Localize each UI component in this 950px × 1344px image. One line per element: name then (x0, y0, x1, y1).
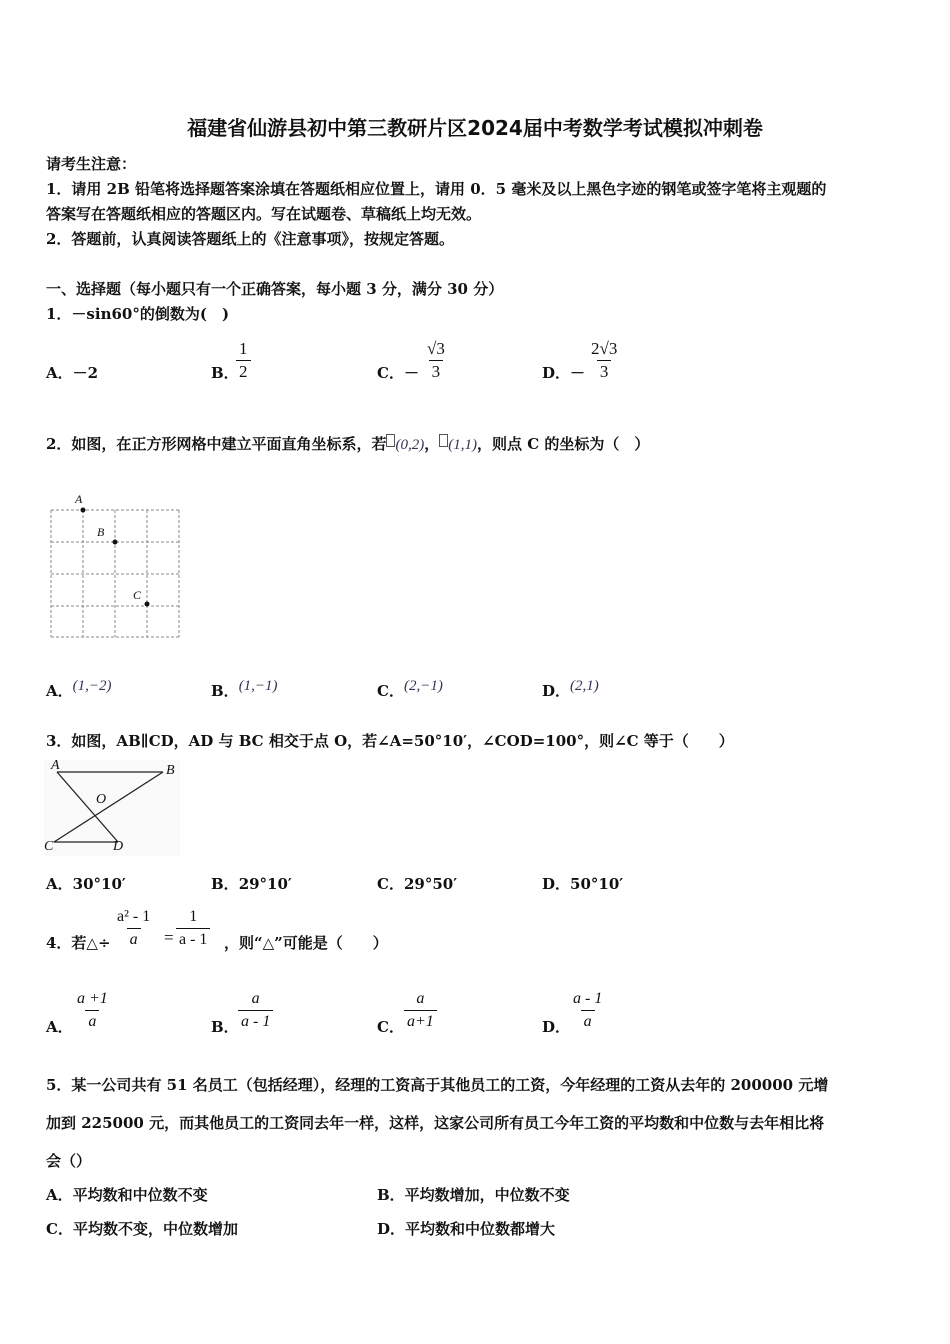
minus-sign: － (403, 364, 419, 382)
q4-fraction-1 (114, 906, 153, 951)
option-label: B． (211, 682, 239, 700)
q1-option-d-label[interactable] (542, 362, 585, 383)
point-c-dot (145, 602, 150, 607)
q2-stem (46, 433, 649, 454)
q4-stem-part-a: 4．若△÷ (46, 934, 111, 952)
q1-stem: 1．－sin60°的倒数为( ) (46, 305, 230, 323)
denominator: 3 (597, 360, 612, 383)
q4-option-d-fraction (570, 988, 605, 1033)
option-label: C． (377, 875, 404, 893)
option-label: C． (377, 364, 404, 382)
grid-label-b: B (97, 525, 105, 539)
q3-stem: 3．如图，AB∥CD，AD 与 BC 相交于点 O，若∠A=50°10′，∠COD=100°，则∠C 等于（ ） (46, 732, 734, 750)
q2-option-d[interactable] (542, 680, 599, 701)
denominator: a (85, 1010, 99, 1033)
denominator: a - 1 (176, 928, 210, 951)
q5-option-c[interactable]: C．平均数不变，中位数增加 (46, 1220, 238, 1238)
option-label: D． (542, 875, 571, 893)
option-label: B． (211, 875, 239, 893)
label-o: O (96, 792, 107, 807)
option-value: (1,−1) (238, 678, 278, 694)
q2-option-c[interactable] (377, 680, 443, 701)
point-a-dot (81, 508, 86, 513)
q1-option-d-fraction (588, 338, 620, 383)
q1-option-b-fraction (236, 338, 251, 383)
q4-fraction-2 (176, 906, 210, 951)
q4-option-a-fraction (74, 988, 111, 1033)
separator: ， (424, 435, 440, 453)
q3-option-c[interactable] (377, 873, 457, 894)
option-label: C． (377, 682, 404, 700)
numerator: a (416, 990, 425, 1007)
notice-heading: 请考生注意： (46, 155, 137, 173)
option-label: A． (46, 682, 73, 700)
grid-label-c: C (133, 588, 142, 602)
missing-glyph-icon (439, 434, 448, 447)
denominator: a (127, 928, 141, 951)
grid-label-a: A (75, 492, 83, 506)
q1-option-c-label[interactable] (377, 362, 419, 383)
q2-option-a[interactable] (46, 680, 112, 701)
label-a: A (51, 758, 60, 773)
q3-option-a[interactable] (46, 873, 126, 894)
denominator: 2 (236, 360, 251, 383)
q4-option-d-label[interactable]: D． (542, 1018, 571, 1036)
q3-figure (42, 758, 182, 858)
q4-option-c-fraction (404, 988, 437, 1033)
notice-line-2: 2．答题前，认真阅读答题纸上的《注意事项》，按规定答题。 (46, 230, 454, 248)
q2-point-a-coord: (0,2) (395, 437, 425, 453)
q4-option-c-label[interactable]: C． (377, 1018, 404, 1036)
q2-point-b-coord: (1,1) (448, 437, 477, 453)
q5-stem-line-3: 会（） (46, 1152, 92, 1170)
denominator: a+1 (404, 1010, 437, 1033)
label-d: D (113, 839, 124, 854)
q3-option-b[interactable] (211, 873, 292, 894)
q2-grid-figure (46, 490, 186, 640)
q4-option-b-fraction (238, 988, 273, 1033)
option-value: (1,−2) (72, 678, 112, 694)
q5-stem-line-2: 加到 225000 元，而其他员工的工资同去年一样，这样，这家公司所有员工今年工资的平均数和中位数与去年相比将 (46, 1114, 825, 1132)
option-value: －2 (72, 364, 99, 382)
option-value: (2,1) (570, 678, 599, 694)
notice-line-1a: 1．请用 2B 铅笔将选择题答案涂填在答题纸相应位置上，请用 0．5 毫米及以上黑色字迹的钢笔或签字笔将主观题的 (46, 180, 827, 198)
label-c: C (44, 839, 54, 854)
page-title: 福建省仙游县初中第三教研片区2024届中考数学考试模拟冲刺卷 (187, 116, 763, 140)
numerator: a - 1 (573, 990, 603, 1007)
denominator: a - 1 (238, 1010, 273, 1033)
numerator: a +1 (77, 990, 108, 1007)
grid-svg (46, 490, 186, 640)
numerator: √3 (427, 339, 445, 358)
parallel-lines-svg (42, 758, 182, 858)
q4-stem-part-b: ，则“△”可能是（ ） (224, 934, 388, 952)
option-label: D． (542, 364, 571, 382)
point-b-dot (113, 540, 118, 545)
option-value: 29°50′ (403, 875, 458, 893)
q1-option-c-fraction (424, 338, 448, 383)
q5-option-d[interactable]: D．平均数和中位数都增大 (377, 1220, 556, 1238)
minus-sign: － (570, 364, 586, 382)
q4-option-a-label[interactable]: A． (46, 1018, 73, 1036)
q1-option-a[interactable] (46, 362, 98, 383)
option-value: 50°10′ (570, 875, 624, 893)
section-heading: 一、选择题（每小题只有一个正确答案，每小题 3 分，满分 30 分） (46, 280, 504, 298)
equals-sign: = (164, 928, 174, 947)
q5-stem-line-1: 5．某一公司共有 51 名员工（包括经理），经理的工资高于其他员工的工资，今年经理的工资从去年的 200000 元增 (46, 1076, 829, 1094)
numerator: 1 (239, 339, 248, 358)
q2-stem-part-a: 2．如图，在正方形网格中建立平面直角坐标系，若 (46, 435, 387, 453)
q4-option-b-label[interactable]: B． (211, 1018, 239, 1036)
numerator: a (251, 990, 260, 1007)
option-value: 29°10′ (238, 875, 292, 893)
option-value: (2,−1) (403, 678, 443, 694)
option-value: 30°10′ (72, 875, 126, 893)
option-label: A． (46, 364, 73, 382)
option-label: D． (542, 682, 571, 700)
notice-line-1b: 答案写在答题纸相应的答题区内。写在试题卷、草稿纸上均无效。 (46, 205, 482, 223)
q3-option-d[interactable] (542, 873, 623, 894)
q5-option-a[interactable]: A．平均数和中位数不变 (46, 1186, 208, 1204)
denominator: a (581, 1010, 595, 1033)
label-b: B (166, 763, 175, 778)
denominator: 3 (429, 360, 444, 383)
q5-option-b[interactable]: B．平均数增加，中位数不变 (377, 1186, 570, 1204)
numerator: a² - 1 (117, 908, 151, 925)
numerator: 2√3 (591, 339, 618, 358)
option-label: A． (46, 875, 73, 893)
numerator: 1 (189, 908, 198, 925)
q2-option-b[interactable] (211, 680, 278, 701)
q1-option-b-label[interactable]: B． (211, 364, 239, 382)
q2-stem-part-b: ，则点 C 的坐标为（ ） (476, 435, 650, 453)
